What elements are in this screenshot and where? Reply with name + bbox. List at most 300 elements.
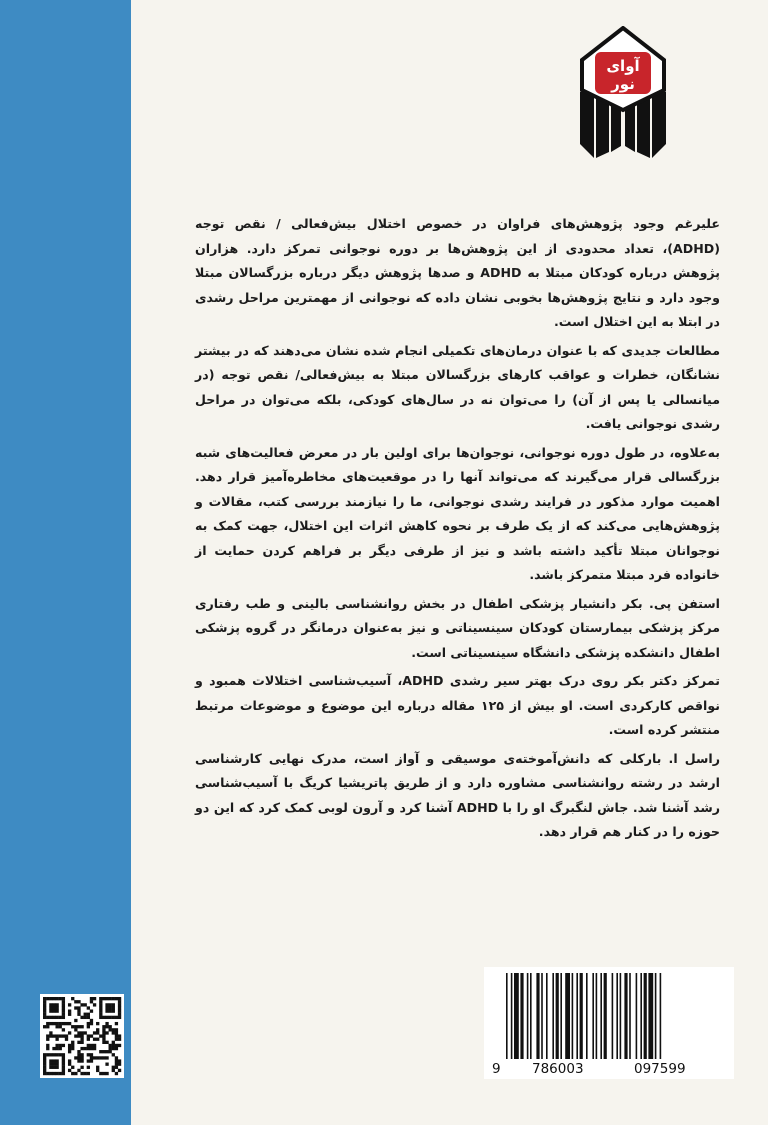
qr-module: [118, 1006, 121, 1009]
qr-module: [43, 1013, 46, 1016]
qr-module: [68, 1059, 71, 1062]
qr-module: [90, 1047, 93, 1050]
qr-module: [93, 1056, 96, 1059]
qr-module: [90, 1019, 93, 1022]
qr-module: [77, 1053, 80, 1056]
qr-module: [74, 1000, 77, 1003]
isbn-part: 786003: [532, 1061, 584, 1077]
qr-module: [84, 1003, 87, 1006]
barcode-bar: [616, 973, 618, 1059]
qr-module: [102, 997, 105, 1000]
qr-module: [93, 1047, 96, 1050]
qr-module: [102, 1025, 105, 1028]
qr-module: [87, 1025, 90, 1028]
qr-module: [59, 1047, 62, 1050]
qr-module: [49, 1066, 52, 1069]
qr-module: [90, 1056, 93, 1059]
qr-module: [115, 1016, 118, 1019]
qr-module: [102, 1031, 105, 1034]
qr-module: [115, 1034, 118, 1037]
qr-module: [55, 1047, 58, 1050]
barcode-bar: [520, 973, 523, 1059]
qr-module: [46, 1072, 49, 1075]
qr-module: [102, 1016, 105, 1019]
qr-module: [112, 1009, 115, 1012]
qr-module: [62, 1003, 65, 1006]
qr-module: [68, 1050, 71, 1053]
qr-module: [90, 1022, 93, 1025]
qr-module: [112, 1003, 115, 1006]
barcode-bar: [648, 973, 653, 1059]
qr-module: [96, 1022, 99, 1025]
barcode-bar: [580, 973, 583, 1059]
qr-module: [87, 1022, 90, 1025]
qr-module: [77, 1069, 80, 1072]
qr-module: [115, 1063, 118, 1066]
qr-module: [55, 1016, 58, 1019]
barcode-bar: [596, 973, 598, 1059]
qr-module: [68, 1013, 71, 1016]
qr-module: [80, 1034, 83, 1037]
qr-module: [118, 1063, 121, 1066]
qr-module: [49, 1003, 52, 1006]
qr-module: [99, 1009, 102, 1012]
qr-module: [109, 1028, 112, 1031]
qr-module: [99, 1003, 102, 1006]
qr-module: [74, 1006, 77, 1009]
qr-module: [74, 1034, 77, 1037]
qr-module: [68, 1009, 71, 1012]
qr-module: [71, 1025, 74, 1028]
barcode-bar: [604, 973, 607, 1059]
qr-module: [112, 1016, 115, 1019]
qr-module: [49, 1022, 52, 1025]
barcode-bar: [560, 973, 562, 1059]
barcode-bar: [527, 973, 529, 1059]
qr-module: [62, 1022, 65, 1025]
qr-module: [68, 1044, 71, 1047]
qr-module: [52, 1022, 55, 1025]
paragraph: به‌علاوه، در طول دوره نوجوانی، نوجوان‌ها برای اولین بار در معرض فعالیت‌های شبه بزرگسالی قرار می‌گیرند که می‌تواند آنها را در موقعیت‌های مخاطره‌آمیز قرار دهد. اهمیت موارد مذکور در فرایند رشدی نوجوانی، ما را نیازمند بررسی کتب، مقالات و پژوهش‌هایی می‌کند که از یک طرف بر نحوه کاهش اثرات این اختلال، جهت کمک به نوجوانان مبتلا تأکید داشته باشد و نیز از طرفی دیگر بر فراهم کردن حمایت از خانواده فرد مبتلا متمرکز باشد.: [195, 444, 720, 582]
qr-module: [112, 1053, 115, 1056]
qr-module: [62, 1069, 65, 1072]
qr-module: [105, 1022, 108, 1025]
qr-module: [71, 997, 74, 1000]
qr-module: [99, 1006, 102, 1009]
qr-module: [55, 1059, 58, 1062]
qr-module: [62, 1028, 65, 1031]
qr-module: [55, 1006, 58, 1009]
qr-module: [55, 1009, 58, 1012]
qr-module: [96, 1038, 99, 1041]
qr-module: [80, 1047, 83, 1050]
qr-module: [46, 1022, 49, 1025]
qr-module: [43, 1009, 46, 1012]
qr-module: [43, 1066, 46, 1069]
qr-module: [46, 1038, 49, 1041]
qr-module: [102, 1072, 105, 1075]
qr-module: [80, 1053, 83, 1056]
isbn-part: 9: [492, 1061, 501, 1077]
qr-module: [84, 1047, 87, 1050]
qr-module: [59, 997, 62, 1000]
barcode-bar: [640, 973, 642, 1059]
qr-module: [77, 1013, 80, 1016]
qr-module: [96, 1031, 99, 1034]
qr-module: [99, 1056, 102, 1059]
qr-module: [49, 1053, 52, 1056]
barcode-bar: [556, 973, 559, 1059]
qr-module: [105, 1041, 108, 1044]
qr-module: [112, 1041, 115, 1044]
qr-module: [62, 1059, 65, 1062]
qr-module: [62, 1072, 65, 1075]
qr-module: [102, 1041, 105, 1044]
qr-module: [112, 1066, 115, 1069]
qr-module: [105, 1063, 108, 1066]
qr-module: [62, 1013, 65, 1016]
qr-module: [80, 1056, 83, 1059]
qr-module: [87, 1059, 90, 1062]
barcode-bar: [552, 973, 554, 1059]
qr-module: [115, 1056, 118, 1059]
qr-module: [46, 1034, 49, 1037]
qr-module: [46, 1016, 49, 1019]
qr-module: [74, 1019, 77, 1022]
barcode-bar: [655, 973, 657, 1059]
qr-module: [102, 1050, 105, 1053]
qr-module: [59, 1072, 62, 1075]
paragraph: تمرکز دکتر بکر روی درک بهتر سیر رشدی ADHD، آسیب‌شناسی اختلالات همبود و نواقص کارکردی است. او بیش از ۱۲۵ مقاله درباره این موضوع و موضوعات مرتبط منتشر کرده است.: [195, 673, 720, 737]
qr-module: [71, 1072, 74, 1075]
qr-module: [65, 1038, 68, 1041]
qr-module: [87, 1044, 90, 1047]
qr-code: [40, 994, 124, 1078]
qr-module: [109, 1044, 112, 1047]
qr-module: [43, 1003, 46, 1006]
qr-module: [52, 1034, 55, 1037]
paragraph: استفن پی. بکر دانشیار پزشکی اطفال در بخش روانشناسی بالینی و طب رفتاری مرکز پزشکی بیمارستان کودکان سینسیناتی و نیز به‌عنوان درمانگر در گروه پزشکی اطفال دانشکده پزشکی دانشگاه سینسیناتی است.: [195, 595, 720, 660]
qr-module: [99, 1000, 102, 1003]
qr-module: [77, 1031, 80, 1034]
qr-module: [77, 1034, 80, 1037]
qr-module: [102, 1034, 105, 1037]
qr-module: [87, 1066, 90, 1069]
qr-module: [80, 1041, 83, 1044]
qr-module: [115, 1047, 118, 1050]
qr-module: [93, 1038, 96, 1041]
qr-module: [52, 1066, 55, 1069]
paragraph: راسل ا. بارکلی که دانش‌آموخته‌ی موسیقی و آواز است، مدرک نهایی کارشناسی ارشد در رشته روانشناسی مشاوره دارد و از طریق پاتریشیا کریگ با آسیب‌شناسی رشد آشنا شد. جاش لنگبرگ او را با ADHD آشنا کرد و آرون لوبی کمک کرد که این دو حوزه را در کنار هم قرار دهد.: [195, 750, 720, 839]
qr-module: [102, 1038, 105, 1041]
qr-module: [43, 1016, 46, 1019]
qr-module: [105, 1003, 108, 1006]
qr-module: [90, 1044, 93, 1047]
barcode-bar: [565, 973, 570, 1059]
qr-module: [115, 1022, 118, 1025]
qr-module: [49, 1016, 52, 1019]
qr-module: [109, 997, 112, 1000]
barcode-bar: [576, 973, 578, 1059]
qr-module: [80, 1025, 83, 1028]
barcode-bar: [600, 973, 602, 1059]
qr-module: [93, 1003, 96, 1006]
qr-module: [55, 1066, 58, 1069]
qr-module: [43, 1025, 46, 1028]
qr-module: [109, 1050, 112, 1053]
qr-module: [93, 1031, 96, 1034]
barcode-bar: [511, 973, 513, 1059]
qr-module: [115, 1059, 118, 1062]
isbn-part: 097599: [634, 1061, 686, 1077]
qr-module: [118, 1000, 121, 1003]
qr-module: [49, 1059, 52, 1062]
qr-module: [59, 1044, 62, 1047]
qr-module: [55, 1044, 58, 1047]
logo-text-line1: آوای: [606, 57, 640, 75]
qr-module: [62, 997, 65, 1000]
qr-module: [96, 1056, 99, 1059]
barcode-bar: [624, 973, 627, 1059]
qr-module: [112, 1069, 115, 1072]
qr-module: [62, 1000, 65, 1003]
barcode-bar: [612, 973, 614, 1059]
logo-text-line2: نور: [611, 75, 635, 93]
qr-module: [90, 1009, 93, 1012]
qr-module: [52, 997, 55, 1000]
qr-module: [52, 1009, 55, 1012]
qr-module: [62, 1053, 65, 1056]
qr-module: [49, 1034, 52, 1037]
qr-module: [52, 1063, 55, 1066]
qr-module: [87, 1006, 90, 1009]
qr-module: [43, 1053, 46, 1056]
qr-module: [62, 1056, 65, 1059]
qr-module: [65, 1022, 68, 1025]
qr-module: [71, 1066, 74, 1069]
qr-module: [77, 1025, 80, 1028]
qr-module: [99, 997, 102, 1000]
qr-module: [118, 1044, 121, 1047]
qr-code-icon: [40, 994, 124, 1078]
barcode-bar: [586, 973, 588, 1059]
qr-module: [99, 1072, 102, 1075]
qr-module: [80, 1059, 83, 1062]
qr-module: [62, 1063, 65, 1066]
qr-module: [109, 1016, 112, 1019]
qr-module: [74, 1056, 77, 1059]
paragraph: علیرغم وجود پژوهش‌های فراوان در خصوص اختلال بیش‌فعالی / نقص توجه (ADHD)، تعداد محدودی از این پژوهش‌ها بر دوره نوجوانی تمرکز دارد. هزاران پژوهش درباره کودکان مبتلا به ADHD و صدها پژوهش دیگر درباره بزرگسالان مبتلا وجود دارد و نتایج پژوهش‌ها بخوبی نشان داده که نوجوانی از مهمترین مراحل رشدی در ابتلا به این اختلال است.: [195, 216, 720, 329]
barcode-bar: [592, 973, 594, 1059]
qr-module: [99, 1034, 102, 1037]
qr-module: [115, 1031, 118, 1034]
qr-module: [112, 997, 115, 1000]
qr-module: [43, 1063, 46, 1066]
qr-module: [115, 1044, 118, 1047]
qr-module: [112, 1031, 115, 1034]
qr-module: [55, 1025, 58, 1028]
qr-module: [68, 1022, 71, 1025]
qr-module: [49, 1031, 52, 1034]
barcode-bar: [620, 973, 622, 1059]
qr-module: [105, 1031, 108, 1034]
barcode-bar: [541, 973, 543, 1059]
qr-module: [118, 1059, 121, 1062]
qr-module: [62, 1009, 65, 1012]
qr-module: [99, 1013, 102, 1016]
qr-module: [55, 1022, 58, 1025]
qr-module: [52, 1072, 55, 1075]
qr-module: [109, 1047, 112, 1050]
qr-module: [59, 1016, 62, 1019]
qr-module: [62, 1066, 65, 1069]
qr-module: [77, 1000, 80, 1003]
qr-module: [80, 1072, 83, 1075]
paragraph: مطالعات جدیدی که با عنوان درمان‌های تکمیلی انجام شده نشان می‌دهند که در بیشتر نشانگان، خطرات و عواقب کارهای بزرگسالان مبتلا به بیش‌فعالی/ نقص توجه (در میانسالی یا پس از آن) را می‌توان نه در سال‌های کودکی، بلکه می‌توان در مراحل رشدی نوجوانی یافت.: [195, 342, 720, 431]
barcode-bar: [530, 973, 532, 1059]
barcode-bar: [514, 973, 519, 1059]
qr-module: [84, 1031, 87, 1034]
qr-module: [46, 1025, 49, 1028]
qr-module: [87, 1013, 90, 1016]
qr-module: [46, 1053, 49, 1056]
barcode-bar: [536, 973, 539, 1059]
qr-module: [80, 1003, 83, 1006]
qr-module: [87, 1034, 90, 1037]
qr-module: [43, 1000, 46, 1003]
qr-module: [62, 1044, 65, 1047]
qr-module: [109, 1009, 112, 1012]
qr-module: [55, 1053, 58, 1056]
qr-module: [84, 1013, 87, 1016]
qr-module: [43, 1069, 46, 1072]
qr-module: [68, 1047, 71, 1050]
qr-module: [118, 1016, 121, 1019]
qr-module: [43, 1056, 46, 1059]
qr-module: [68, 1003, 71, 1006]
qr-module: [80, 1031, 83, 1034]
isbn-barcode: [484, 967, 734, 1079]
qr-module: [105, 1072, 108, 1075]
qr-module: [49, 1006, 52, 1009]
qr-module: [43, 1006, 46, 1009]
qr-module: [46, 997, 49, 1000]
qr-module: [59, 1034, 62, 1037]
qr-module: [84, 1072, 87, 1075]
qr-module: [52, 1016, 55, 1019]
qr-module: [80, 1038, 83, 1041]
qr-module: [93, 1044, 96, 1047]
qr-module: [52, 1053, 55, 1056]
qr-module: [49, 1009, 52, 1012]
qr-module: [105, 1025, 108, 1028]
qr-module: [68, 1069, 71, 1072]
qr-module: [118, 1038, 121, 1041]
qr-module: [62, 1016, 65, 1019]
qr-module: [55, 997, 58, 1000]
qr-module: [105, 1050, 108, 1053]
qr-module: [55, 1063, 58, 1066]
qr-module: [68, 1063, 71, 1066]
qr-module: [77, 1059, 80, 1062]
qr-module: [68, 1031, 71, 1034]
qr-module: [105, 997, 108, 1000]
blue-spine: [0, 0, 131, 1125]
qr-module: [65, 1034, 68, 1037]
qr-module: [43, 997, 46, 1000]
qr-module: [99, 1050, 102, 1053]
qr-module: [52, 1006, 55, 1009]
qr-module: [105, 1016, 108, 1019]
qr-module: [112, 1047, 115, 1050]
qr-module: [112, 1006, 115, 1009]
qr-module: [102, 1028, 105, 1031]
qr-module: [55, 1072, 58, 1075]
qr-module: [112, 1044, 115, 1047]
qr-module: [109, 1025, 112, 1028]
qr-module: [71, 1041, 74, 1044]
qr-module: [90, 1059, 93, 1062]
qr-module: [77, 1006, 80, 1009]
qr-module: [99, 1016, 102, 1019]
qr-module: [96, 1069, 99, 1072]
qr-module: [87, 1016, 90, 1019]
qr-module: [118, 1069, 121, 1072]
qr-module: [43, 1072, 46, 1075]
qr-module: [80, 1066, 83, 1069]
qr-module: [80, 1016, 83, 1019]
qr-module: [55, 1003, 58, 1006]
qr-module: [49, 1072, 52, 1075]
barcode-bar: [572, 973, 574, 1059]
qr-module: [105, 1006, 108, 1009]
qr-module: [90, 1034, 93, 1037]
qr-module: [96, 1066, 99, 1069]
qr-module: [52, 1059, 55, 1062]
qr-module: [112, 1028, 115, 1031]
qr-module: [52, 1047, 55, 1050]
barcode-bar: [629, 973, 631, 1059]
qr-module: [43, 1059, 46, 1062]
qr-module: [118, 1013, 121, 1016]
qr-module: [46, 1047, 49, 1050]
qr-module: [59, 1022, 62, 1025]
publisher-logo-icon: [578, 26, 668, 160]
qr-module: [52, 1003, 55, 1006]
qr-module: [77, 1050, 80, 1053]
qr-module: [62, 1034, 65, 1037]
qr-module: [87, 1038, 90, 1041]
qr-module: [59, 1025, 62, 1028]
qr-module: [49, 1063, 52, 1066]
qr-module: [71, 1044, 74, 1047]
qr-module: [96, 1028, 99, 1031]
qr-module: [71, 1047, 74, 1050]
qr-module: [46, 1044, 49, 1047]
qr-module: [109, 1006, 112, 1009]
qr-module: [74, 1072, 77, 1075]
barcode-bar: [546, 973, 548, 1059]
qr-module: [115, 997, 118, 1000]
qr-module: [115, 1072, 118, 1075]
qr-module: [90, 1053, 93, 1056]
qr-module: [118, 1034, 121, 1037]
qr-module: [74, 1028, 77, 1031]
qr-module: [115, 1066, 118, 1069]
barcode-bar: [506, 973, 508, 1059]
qr-module: [74, 1025, 77, 1028]
qr-module: [90, 997, 93, 1000]
